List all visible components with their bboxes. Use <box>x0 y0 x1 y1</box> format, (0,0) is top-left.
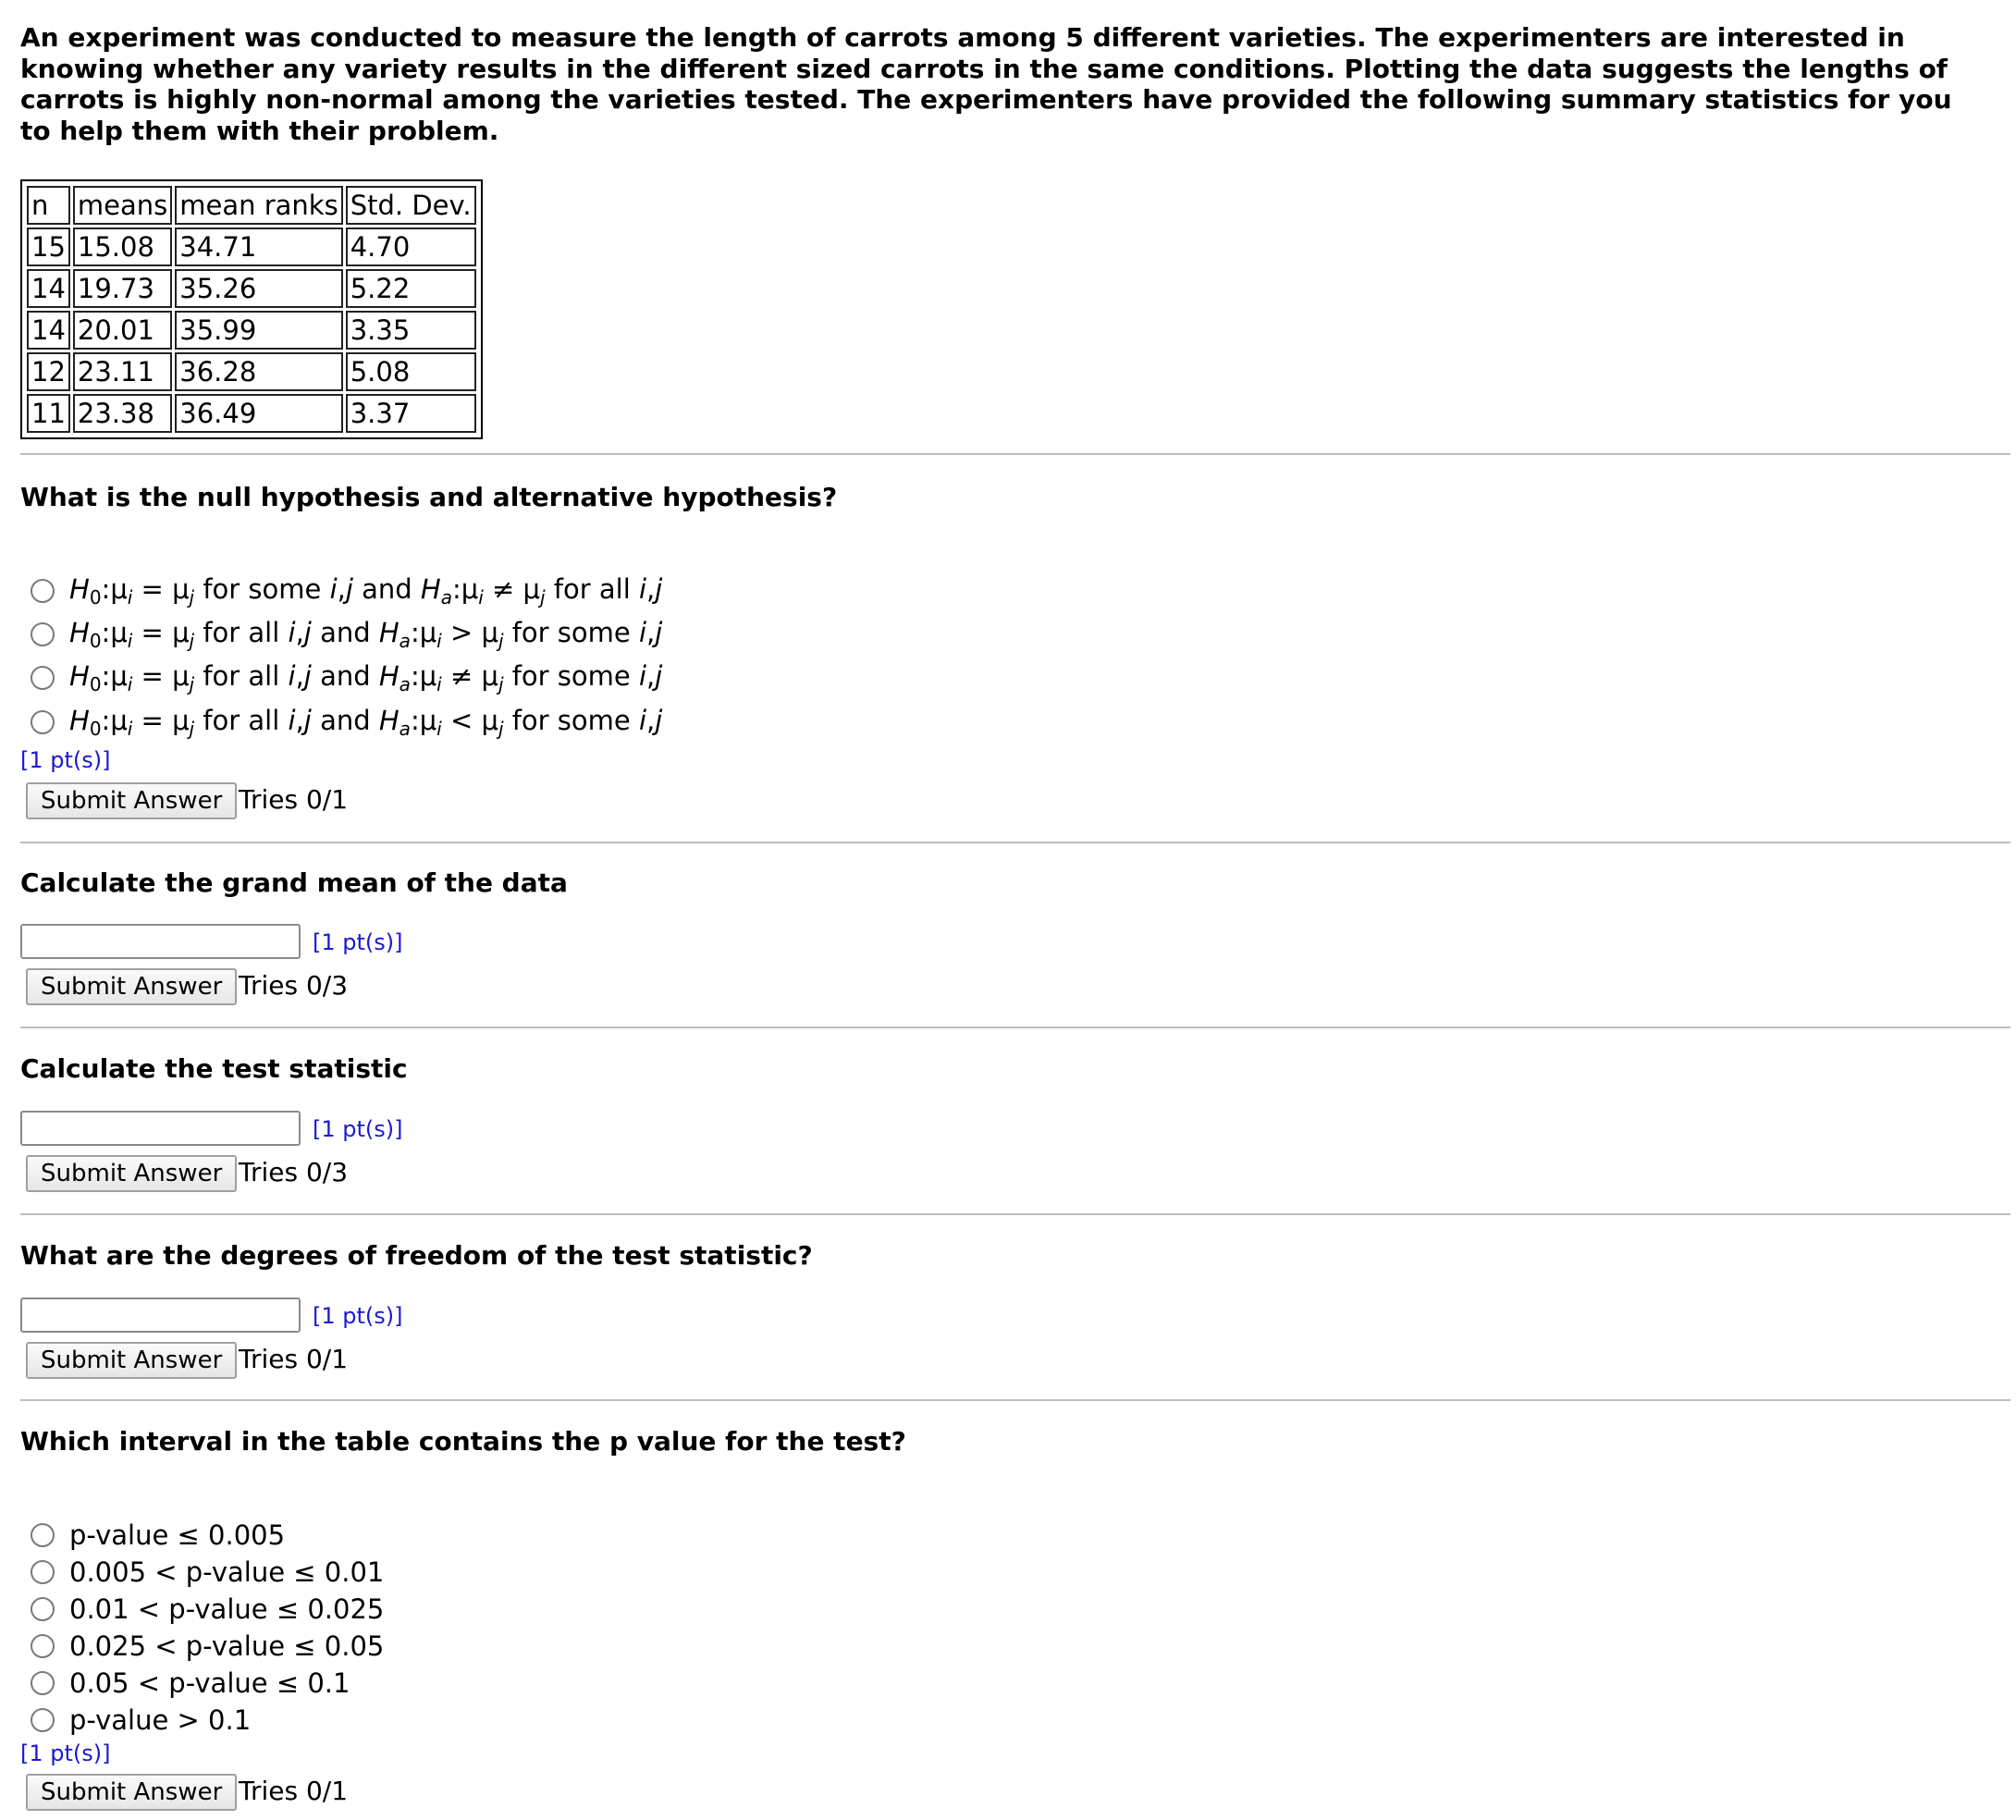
option-label: p-value ≤ 0.005 <box>69 1519 286 1551</box>
radio-button[interactable] <box>31 579 55 603</box>
cell-n: 12 <box>27 352 70 391</box>
radio-button[interactable] <box>31 710 55 734</box>
option-label: $H_0:\mu_i = \mu_j$ for all i,j and $H_a:\mu_i < \mu_j$ for some i,j <box>69 705 663 740</box>
grand-mean-input[interactable] <box>20 924 301 959</box>
ha-quantifier: for some <box>511 705 631 736</box>
option-label: 0.005 < p-value ≤ 0.01 <box>69 1556 385 1588</box>
ha-quantifier: for some <box>511 617 631 648</box>
cell-n: 14 <box>27 311 70 350</box>
table-row <box>27 352 476 391</box>
cell-mean-rank: 34.71 <box>175 228 342 266</box>
q3-title: Calculate the test statistic <box>20 1053 408 1084</box>
q4-submit-button[interactable]: Submit Answer <box>26 1342 237 1379</box>
q1-option-3[interactable] <box>31 659 662 696</box>
radio-button[interactable] <box>31 666 55 690</box>
cell-mean: 15.08 <box>73 228 172 266</box>
q1-option-1[interactable] <box>31 572 662 609</box>
p-value-option[interactable] <box>31 1554 384 1591</box>
section-divider <box>20 1399 2010 1401</box>
option-label: 0.05 < p-value ≤ 0.1 <box>69 1667 350 1699</box>
header-n: n <box>27 186 70 225</box>
degrees-of-freedom-input[interactable] <box>20 1297 301 1333</box>
ha-relation: ≠ <box>449 660 473 692</box>
cell-std-dev: 3.35 <box>346 311 476 350</box>
q3-submit-button[interactable]: Submit Answer <box>26 1155 237 1192</box>
radio-button[interactable] <box>31 1523 55 1547</box>
q4-tries: Tries 0/1 <box>239 1344 349 1374</box>
table-row <box>27 269 476 308</box>
q5-tries: Tries 0/1 <box>239 1776 349 1806</box>
summary-statistics-table <box>20 179 483 439</box>
q2-submit-button[interactable]: Submit Answer <box>26 968 237 1005</box>
q4-title: What are the degrees of freedom of the test statistic? <box>20 1240 813 1271</box>
table-row <box>27 394 476 433</box>
option-label: 0.025 < p-value ≤ 0.05 <box>69 1630 385 1662</box>
section-divider <box>20 1027 2010 1028</box>
option-label: 0.01 < p-value ≤ 0.025 <box>69 1593 385 1625</box>
p-value-option[interactable] <box>31 1628 384 1665</box>
header-std-dev: Std. Dev. <box>346 186 476 225</box>
p-value-option[interactable] <box>31 1702 251 1739</box>
cell-std-dev: 5.08 <box>346 352 476 391</box>
h0-quantifier: for all <box>203 705 280 736</box>
h0-quantifier: for some <box>203 573 322 605</box>
q5-submit-button[interactable]: Submit Answer <box>26 1774 237 1811</box>
header-mean-ranks: mean ranks <box>175 186 342 225</box>
ha-quantifier: for all <box>553 573 631 605</box>
cell-mean-rank: 35.26 <box>175 269 342 308</box>
q2-tries: Tries 0/3 <box>239 970 349 1001</box>
q1-title: What is the null hypothesis and alternative hypothesis? <box>20 482 838 512</box>
radio-button[interactable] <box>31 1708 55 1732</box>
cell-mean-rank: 35.99 <box>175 311 342 350</box>
h0-quantifier: for all <box>203 617 280 648</box>
cell-n: 11 <box>27 394 70 433</box>
q1-points: [1 pt(s)] <box>20 747 111 773</box>
q4-points: [1 pt(s)] <box>313 1303 403 1329</box>
radio-button[interactable] <box>31 1560 55 1584</box>
p-value-option[interactable] <box>31 1665 350 1702</box>
cell-mean: 19.73 <box>73 269 172 308</box>
radio-button[interactable] <box>31 1634 55 1658</box>
q2-title: Calculate the grand mean of the data <box>20 867 568 898</box>
table-row <box>27 228 476 266</box>
cell-n: 14 <box>27 269 70 308</box>
cell-mean-rank: 36.49 <box>175 394 342 433</box>
q1-option-2[interactable] <box>31 616 662 653</box>
table-row <box>27 311 476 350</box>
radio-button[interactable] <box>31 1597 55 1621</box>
h0-quantifier: for all <box>203 660 280 692</box>
q2-points: [1 pt(s)] <box>313 929 403 955</box>
option-label: $H_0:\mu_i = \mu_j$ for all i,j and $H_a:\mu_i > \mu_j$ for some i,j <box>69 617 663 652</box>
q1-tries: Tries 0/1 <box>239 784 349 815</box>
section-divider <box>20 842 2010 843</box>
test-statistic-input[interactable] <box>20 1111 301 1146</box>
cell-std-dev: 3.37 <box>346 394 476 433</box>
section-divider <box>20 1213 2010 1215</box>
header-means: means <box>73 186 172 225</box>
ha-relation: ≠ <box>492 573 515 605</box>
option-label: p-value > 0.1 <box>69 1704 252 1736</box>
problem-statement: An experiment was conducted to measure the length of carrots among 5 different varieties. The experimenters are interested in knowing whether any variety results in the different sized carrots in the same conditions. Plotting the data suggests the lengths of carrots is highly non-normal among the varieties tested. The experimenters have provided the following summary statistics for you to help them with their problem. <box>20 22 1952 146</box>
cell-mean: 20.01 <box>73 311 172 350</box>
radio-button[interactable] <box>31 622 55 646</box>
option-label: $H_0:\mu_i = \mu_j$ for some i,j and $H_a:\mu_i \ne \mu_j$ for all i,j <box>69 573 663 609</box>
table-header-row <box>27 186 476 225</box>
p-value-option[interactable] <box>31 1591 384 1628</box>
cell-mean-rank: 36.28 <box>175 352 342 391</box>
p-value-option[interactable] <box>31 1517 285 1554</box>
q3-points: [1 pt(s)] <box>313 1116 403 1142</box>
ha-relation: > <box>449 617 473 648</box>
radio-button[interactable] <box>31 1671 55 1695</box>
cell-std-dev: 4.70 <box>346 228 476 266</box>
q1-submit-button[interactable]: Submit Answer <box>26 782 237 819</box>
ha-relation: < <box>449 705 473 736</box>
cell-std-dev: 5.22 <box>346 269 476 308</box>
cell-mean: 23.11 <box>73 352 172 391</box>
section-divider <box>20 453 2010 455</box>
q5-title: Which interval in the table contains the p value for the test? <box>20 1426 906 1457</box>
q3-tries: Tries 0/3 <box>239 1157 349 1187</box>
cell-mean: 23.38 <box>73 394 172 433</box>
cell-n: 15 <box>27 228 70 266</box>
option-label: $H_0:\mu_i = \mu_j$ for all i,j and $H_a:\mu_i \ne \mu_j$ for some i,j <box>69 660 663 695</box>
q5-points: [1 pt(s)] <box>20 1740 111 1766</box>
ha-quantifier: for some <box>511 660 631 692</box>
q1-option-4[interactable] <box>31 704 662 741</box>
